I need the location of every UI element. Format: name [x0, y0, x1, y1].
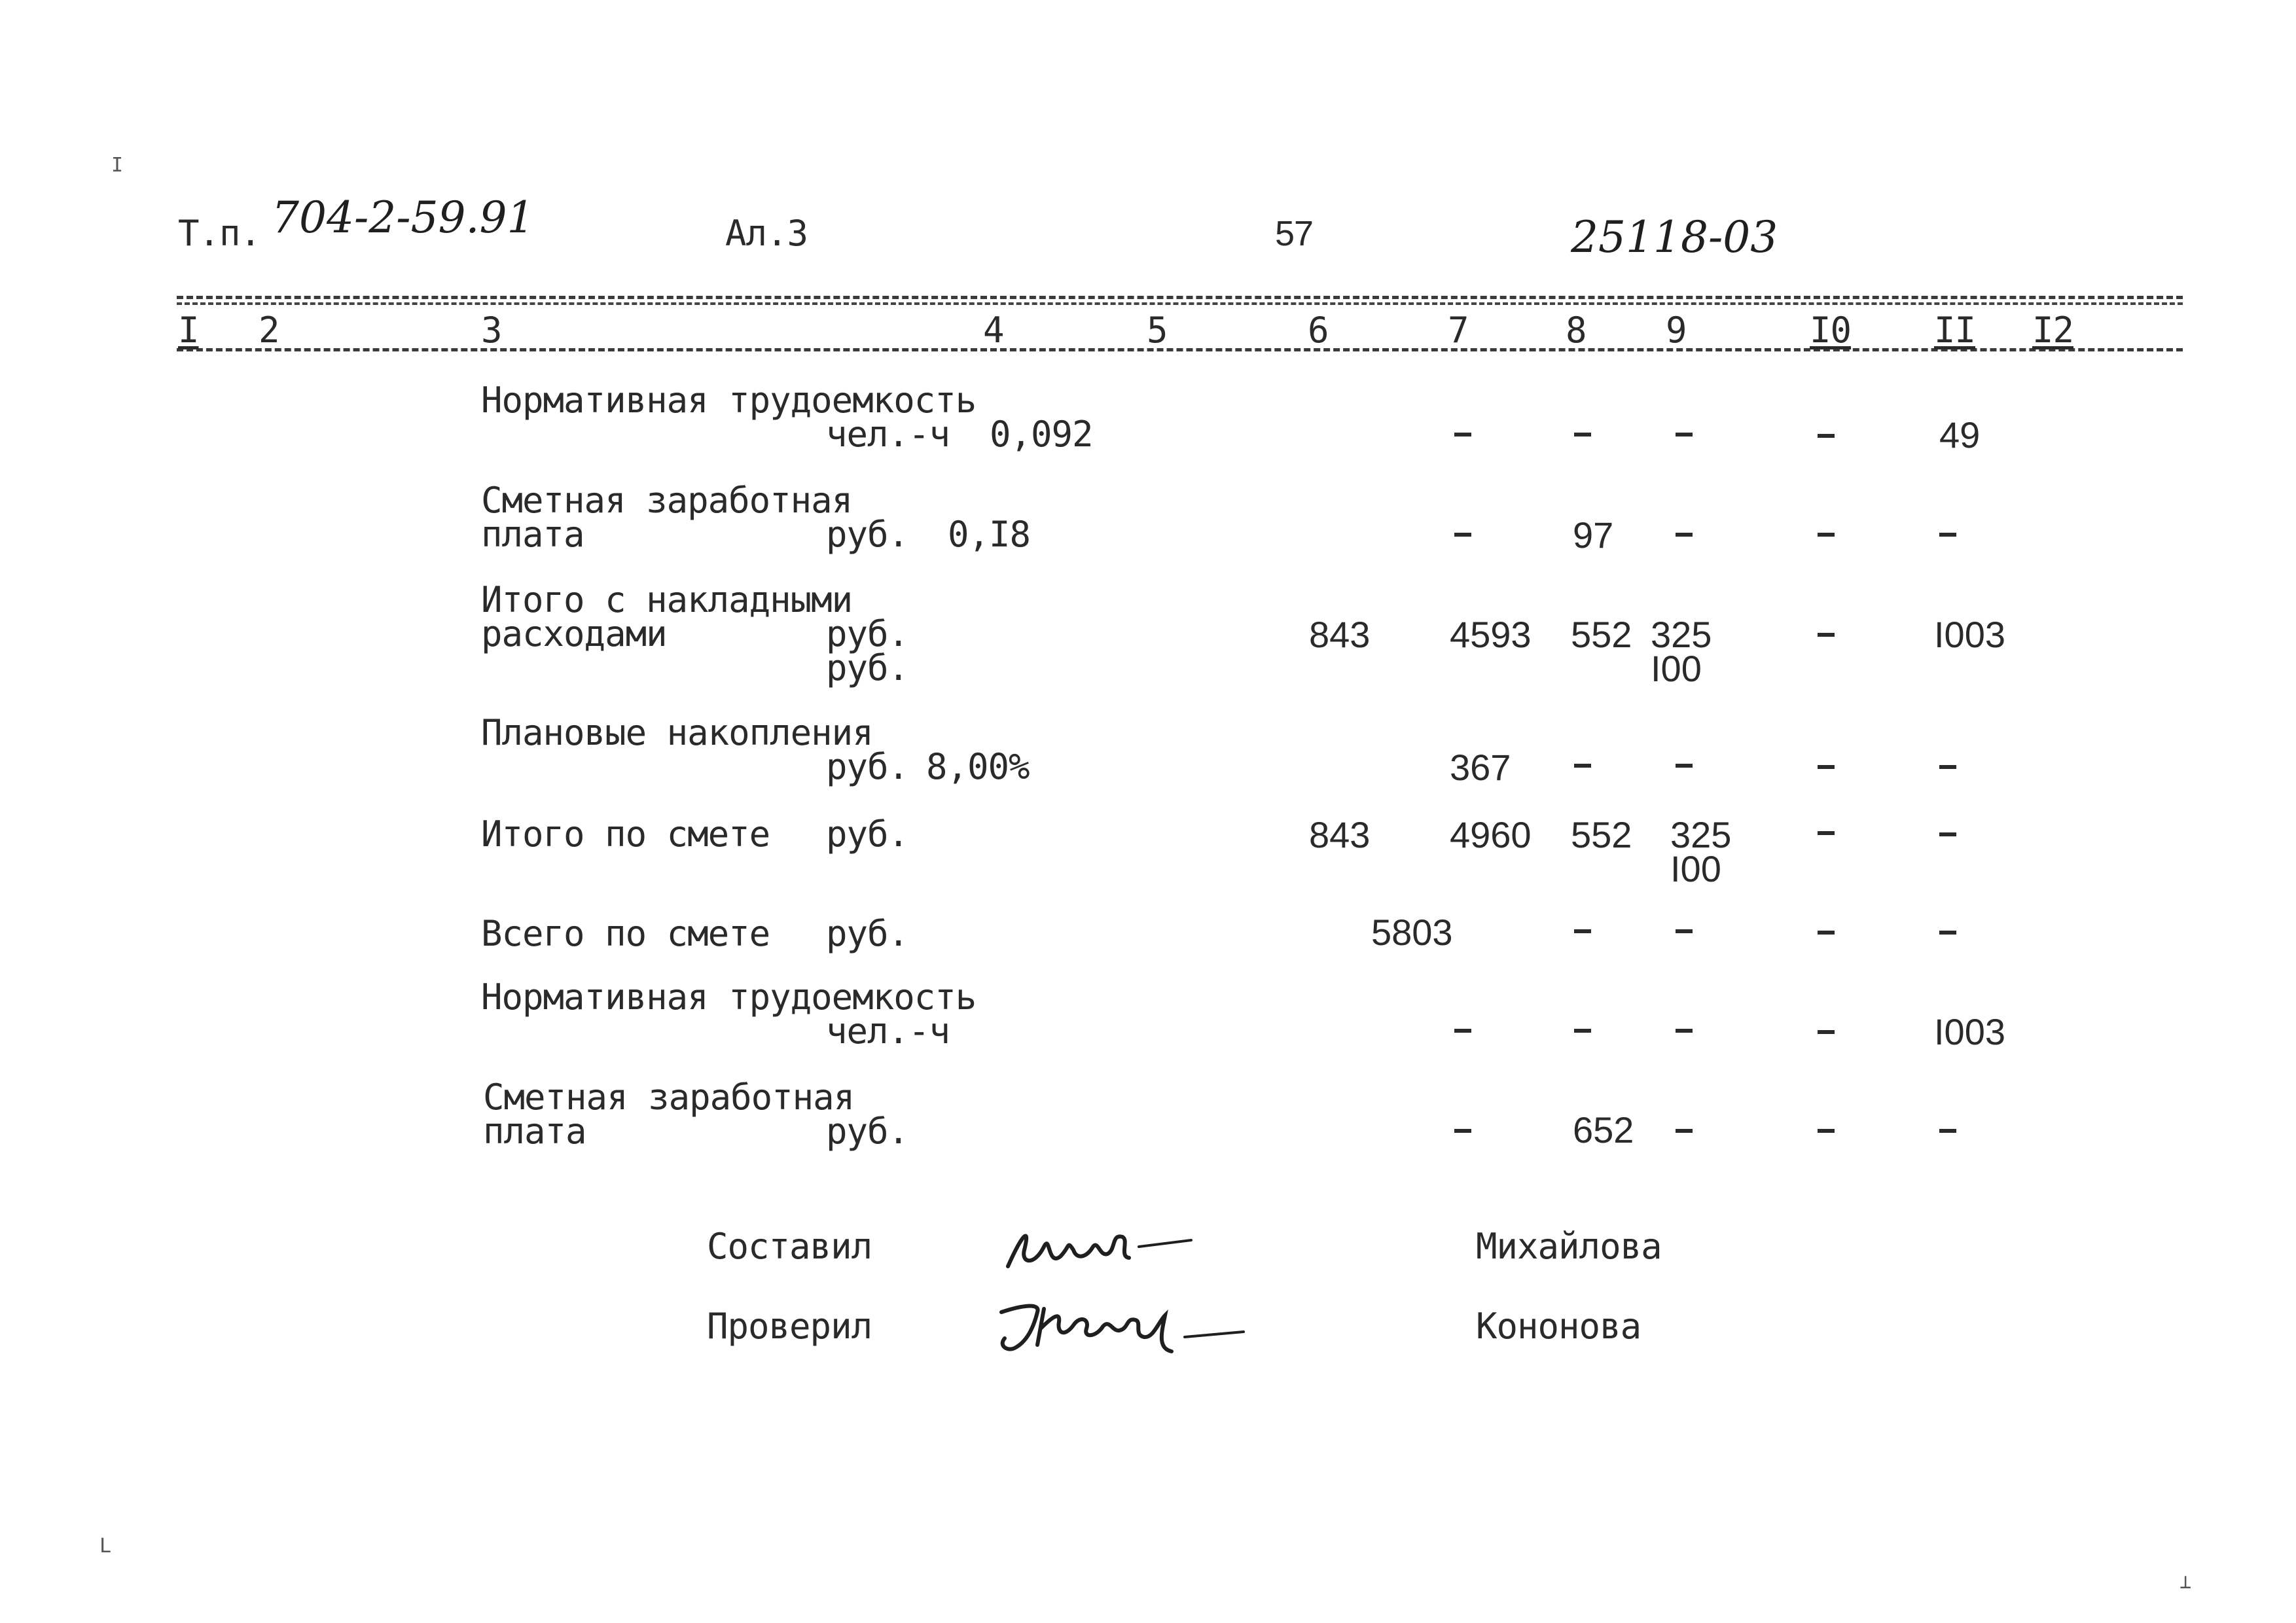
cell-dash — [1676, 929, 1693, 933]
header-rule-top-1 — [177, 296, 2183, 299]
row-label: Сметная заработная — [483, 1077, 855, 1118]
cell-c11: I003 — [1934, 1011, 2005, 1052]
checked-label: Проверил — [707, 1306, 872, 1347]
header-rule-bottom — [177, 348, 2183, 351]
cell-c8: 552 — [1571, 814, 1632, 855]
sheet-label: Ал.3 — [725, 213, 808, 254]
cell-dash — [1939, 765, 1956, 769]
cell-c8: 652 — [1573, 1109, 1634, 1150]
row-unit: чел.-ч — [826, 414, 950, 455]
cell-dash — [1574, 433, 1591, 437]
margin-mark-top: I — [111, 154, 124, 177]
cell-c9: 325 — [1670, 814, 1732, 855]
row-unit: руб. — [826, 1111, 909, 1152]
cell-c11: 49 — [1939, 414, 1981, 455]
compiled-label: Составил — [707, 1226, 872, 1267]
row-label: Итого с накладными — [481, 579, 853, 620]
header-prefix: Т.п. — [178, 213, 261, 254]
row-unit: руб. — [826, 514, 909, 555]
margin-mark-bottom-right: ⊥ — [2179, 1571, 2192, 1594]
row-rate: 8,00% — [926, 746, 1030, 787]
cell-c7: 367 — [1450, 747, 1511, 788]
cell-dash — [1574, 764, 1591, 768]
cell-dash — [1454, 1129, 1471, 1133]
cell-dash — [1454, 533, 1471, 537]
row-label: Нормативная трудоемкость — [481, 380, 977, 421]
cell-dash — [1818, 931, 1835, 935]
column-number: 5 — [1147, 310, 1168, 351]
column-number: 8 — [1566, 310, 1587, 351]
cell-dash — [1939, 931, 1956, 935]
cell-c9-second: I00 — [1651, 648, 1702, 689]
row-label: Всего по смете — [481, 913, 770, 954]
row-unit-2: руб. — [826, 647, 909, 688]
cell-dash — [1818, 633, 1835, 637]
row-label-2: расходами — [481, 613, 667, 654]
row-unit: руб. — [826, 913, 909, 954]
column-number: 3 — [481, 310, 502, 351]
cell-c11: I003 — [1934, 614, 2005, 655]
row-label: Нормативная трудоемкость — [481, 976, 977, 1018]
cell-dash — [1676, 1129, 1693, 1133]
column-number: II — [1934, 310, 1976, 351]
cell-c6: 843 — [1309, 814, 1371, 855]
row-unit: руб. — [826, 813, 909, 855]
row-label: Плановые накопления — [481, 712, 873, 753]
cell-c9-second: I00 — [1670, 848, 1721, 889]
row-rate: 0,092 — [990, 414, 1093, 455]
column-number: 7 — [1448, 310, 1469, 351]
column-number: 2 — [259, 310, 279, 351]
cell-dash — [1939, 533, 1956, 537]
row-unit: руб. — [826, 746, 909, 787]
cell-c8: 552 — [1571, 614, 1632, 655]
cell-c7: 4960 — [1450, 814, 1532, 855]
cell-dash — [1574, 1029, 1591, 1033]
cell-dash — [1454, 433, 1471, 437]
row-label-2: плата — [483, 1111, 586, 1152]
cell-c7: 4593 — [1450, 614, 1532, 655]
cell-dash — [1574, 929, 1591, 933]
cell-dash — [1676, 533, 1693, 537]
cell-dash — [1818, 1030, 1835, 1034]
column-number: 9 — [1666, 310, 1687, 351]
column-number: 4 — [983, 310, 1004, 351]
cell-dash — [1939, 1129, 1956, 1133]
document-number: 25118-03 — [1571, 212, 1778, 262]
cell-dash — [1676, 764, 1693, 768]
row-label: Сметная заработная — [481, 480, 853, 521]
row-label: Итого по смете — [481, 813, 770, 855]
margin-mark-bottom-left: L — [99, 1535, 112, 1558]
compiled-name: Михайлова — [1476, 1226, 1662, 1267]
column-number: I2 — [2032, 310, 2074, 351]
cell-dash — [1454, 1029, 1471, 1033]
cell-c8: 97 — [1573, 514, 1614, 556]
signature-checked — [982, 1286, 1283, 1364]
cell-dash — [1676, 1029, 1693, 1033]
checked-name: Кононова — [1476, 1306, 1641, 1347]
cell-c6: 843 — [1309, 614, 1371, 655]
cell-dash — [1939, 832, 1956, 836]
column-number: I0 — [1810, 310, 1852, 351]
row-label-2: плата — [481, 514, 584, 555]
cell-dash — [1818, 533, 1835, 537]
header-rule-top-2 — [177, 302, 2183, 305]
cell-c6-7: 5803 — [1371, 912, 1453, 953]
column-number: I — [178, 310, 199, 351]
column-number: 6 — [1308, 310, 1329, 351]
page-number: 57 — [1275, 214, 1314, 253]
cell-dash — [1818, 765, 1835, 769]
cell-dash — [1676, 433, 1693, 437]
cell-dash — [1818, 1129, 1835, 1133]
row-rate: 0,I8 — [948, 514, 1031, 555]
cell-dash — [1818, 434, 1835, 438]
cell-dash — [1818, 831, 1835, 835]
row-unit: чел.-ч — [826, 1010, 950, 1052]
project-code: 704-2-59.91 — [272, 192, 535, 243]
cell-c9: 325 — [1651, 614, 1712, 655]
row-unit: руб. — [826, 613, 909, 654]
signature-compiled — [995, 1211, 1230, 1283]
